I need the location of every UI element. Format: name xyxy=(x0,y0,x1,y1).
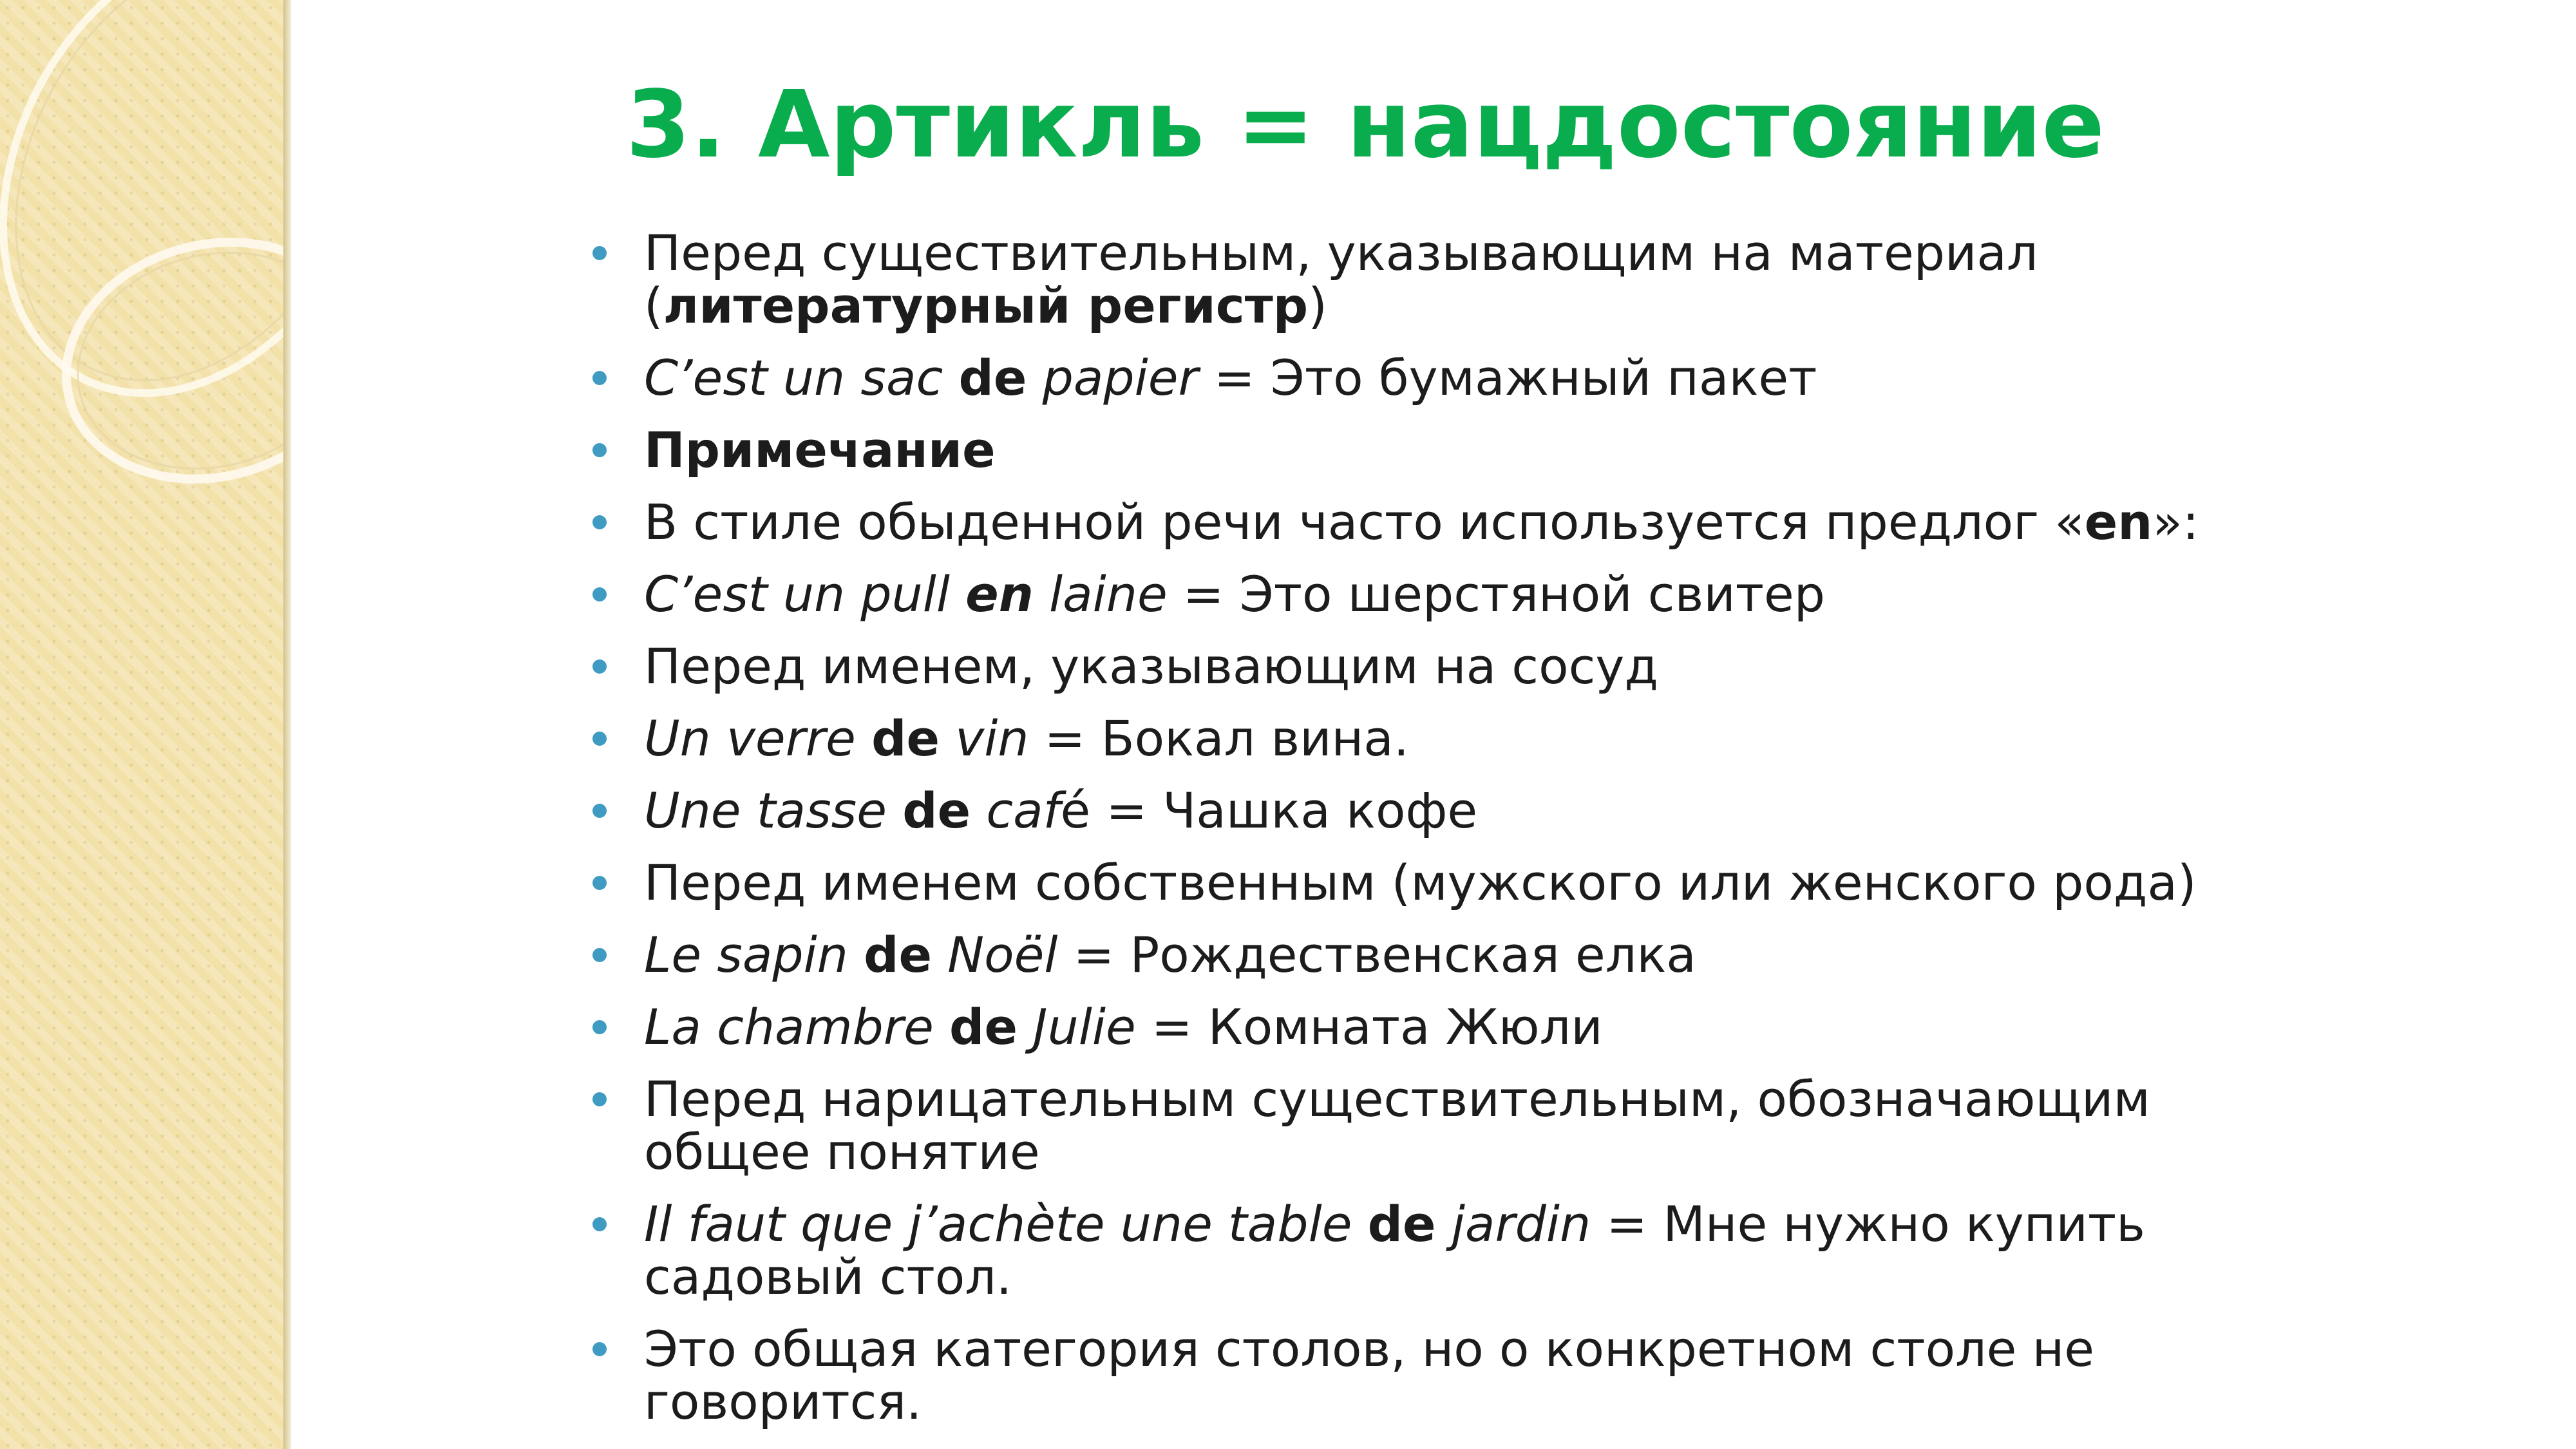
text-run: C’est un pull xyxy=(644,565,966,623)
text-run: en xyxy=(2084,493,2153,551)
text-run: литературный регистр xyxy=(663,277,1309,334)
text-run: Le sapin xyxy=(644,926,864,983)
bullet-dot-icon xyxy=(592,804,607,818)
text-run: C’est un sac xyxy=(644,349,959,406)
side-panel-edge xyxy=(283,0,291,1449)
bullet-text xyxy=(644,640,2202,693)
bullet-dot-icon xyxy=(592,587,607,601)
bullet-item xyxy=(592,493,2202,551)
bullet-list xyxy=(592,224,2202,1448)
text-run: ) xyxy=(1308,277,1327,334)
bullet-text xyxy=(644,493,2202,551)
text-run: La chambre xyxy=(644,998,950,1056)
bullet-dot-icon xyxy=(592,948,607,962)
bullet-dot-icon xyxy=(592,246,607,260)
bullet-text xyxy=(644,712,2202,765)
text-run: = Комната Жюли xyxy=(1135,998,1603,1056)
bullet-dot-icon xyxy=(592,515,607,529)
bullet-item xyxy=(592,640,2202,693)
text-run: Перед нарицательным существительным, обозначающим общее понятие xyxy=(644,1070,2150,1180)
text-run: Перед существительным, указывающим на материал xyxy=(644,224,2038,281)
bullet-item xyxy=(592,854,2202,911)
bullet-item xyxy=(592,349,2202,406)
bullet-item xyxy=(592,224,2202,334)
text-run: В стиле обыденной речи часто используется предлог « xyxy=(644,493,2085,551)
text-run: Julie xyxy=(1018,998,1136,1056)
text-run: Это общая категория столов, но о конкретном столе не говорится. xyxy=(644,1320,2095,1430)
decorative-rings xyxy=(0,0,289,1449)
bullet-item xyxy=(592,926,2202,983)
bullet-text xyxy=(644,1195,2202,1305)
bullet-dot-icon xyxy=(592,659,607,674)
text-run: de xyxy=(864,926,933,983)
bullet-dot-icon xyxy=(592,1217,607,1231)
bullet-item xyxy=(592,421,2202,478)
bullet-dot-icon xyxy=(592,1092,607,1106)
bullet-text xyxy=(644,421,2202,478)
text-run: = Это шерстяной свитер xyxy=(1167,565,1826,623)
bullet-item xyxy=(592,784,2202,837)
bullet-text xyxy=(644,926,2202,983)
bullet-text xyxy=(644,349,2202,406)
bullet-item xyxy=(592,1070,2202,1180)
text-run: ( xyxy=(644,277,663,334)
text-run: Перед именем, указывающим на сосуд xyxy=(644,638,1658,695)
bullet-text xyxy=(644,1070,2202,1180)
text-run: Перед именем собственным (мужского или женского рода) xyxy=(644,854,2197,911)
text-run: jardin xyxy=(1435,1195,1591,1253)
bullet-text xyxy=(644,565,2202,623)
bullet-dot-icon xyxy=(592,1020,607,1034)
text-run: de xyxy=(1367,1195,1436,1253)
slide-title: 3. Артикль = нацдостояние xyxy=(626,70,2105,178)
text-run: Une tasse xyxy=(644,782,903,839)
text-run: = Рождественская елка xyxy=(1057,926,1696,983)
bullet-dot-icon xyxy=(592,371,607,385)
text-run: é = Чашка кофе xyxy=(1060,782,1478,839)
bullet-item xyxy=(592,998,2202,1056)
text-run: Примечание xyxy=(644,421,996,478)
text-run: = Бокал вина. xyxy=(1028,710,1409,767)
bullet-dot-icon xyxy=(592,876,607,890)
bullet-text xyxy=(644,1320,2202,1430)
text-run: laine xyxy=(1033,565,1168,623)
text-run: vin xyxy=(940,710,1029,767)
bullet-text xyxy=(644,998,2202,1056)
bullet-dot-icon xyxy=(592,1342,607,1356)
bullet-text xyxy=(644,784,2202,837)
text-run: caf xyxy=(971,782,1061,839)
text-run: Noël xyxy=(932,926,1058,983)
text-run: de xyxy=(902,782,971,839)
text-run: »: xyxy=(2152,493,2199,551)
text-run: Un verre xyxy=(644,710,872,767)
bullet-item xyxy=(592,712,2202,765)
bullet-dot-icon xyxy=(592,443,607,457)
text-run: = Это бумажный пакет xyxy=(1198,349,1817,406)
text-run: = Мне нужно купить садовый стол. xyxy=(644,1195,2145,1305)
text-run: de xyxy=(958,349,1027,406)
bullet-item xyxy=(592,1195,2202,1305)
text-run: Il faut que j’achète une table xyxy=(644,1195,1368,1253)
decorative-side-panel xyxy=(0,0,289,1449)
bullet-item xyxy=(592,565,2202,623)
text-run: de xyxy=(871,710,940,767)
bullet-item xyxy=(592,1320,2202,1430)
text-run: en xyxy=(965,565,1034,623)
text-run: de xyxy=(949,998,1018,1056)
text-run: papier xyxy=(1027,349,1198,406)
bullet-dot-icon xyxy=(592,732,607,746)
bullet-text xyxy=(644,854,2202,911)
bullet-text xyxy=(644,224,2202,334)
